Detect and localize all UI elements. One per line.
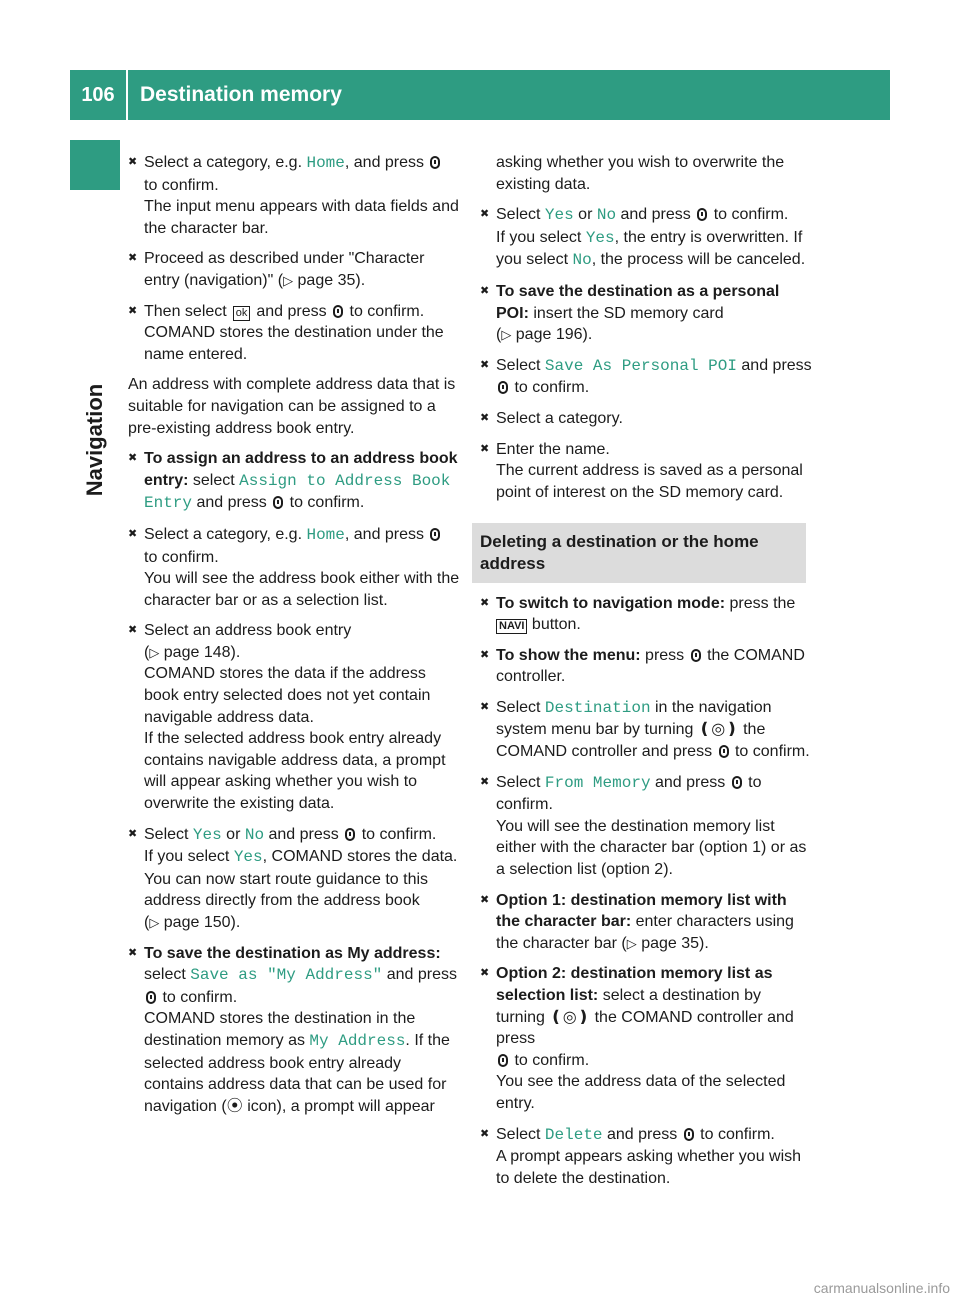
section-heading: Deleting a destination or the home address	[472, 523, 806, 582]
press-controller-icon	[498, 381, 508, 394]
list-item: ✖ Select From Memory and press to confirm. You will see the destination memory list either with the character bar (option 1) or as a selection list (option 2).	[480, 772, 814, 881]
right-column	[480, 152, 814, 1198]
paragraph: An address with complete address data that is suitable for navigation can be assigned to a pre-existing address book entry.	[128, 376, 456, 437]
left-column	[128, 152, 462, 1126]
list-item: ✖ Select a category, e.g. Home, and press to confirm. The input menu appears with data fields and the character bar.	[128, 152, 462, 239]
list-item: ✖ Select Save As Personal POI and press to confirm.	[480, 355, 814, 399]
watermark: carmanualsonline.info	[813, 1280, 950, 1296]
navigable-icon: ⦿	[226, 1097, 243, 1115]
list-item: ✖ Select Yes or No and press to confirm. If you select Yes, COMAND stores the data. You can now start route guidance to this address directly from the address book (▷ page 150).	[128, 824, 462, 934]
press-controller-icon	[273, 496, 283, 509]
list-item: ✖ Select Delete and press to confirm. A prompt appears asking whether you wish to delete the destination.	[480, 1124, 814, 1190]
list-item: ✖ Proceed as described under "Character entry (navigation)" (▷ page 35).	[128, 248, 462, 291]
list-item: ✖ To save the destination as a personal POI: insert the SD memory card (▷ page 196).	[480, 281, 814, 346]
page-number: 106	[81, 83, 115, 106]
press-controller-icon	[146, 991, 156, 1004]
page-ref-icon: ▷	[149, 644, 160, 660]
list-item: ✖ Select a category.	[480, 408, 814, 430]
page-title: Destination memory	[140, 83, 342, 106]
side-tab-label: Navigation	[82, 383, 107, 497]
list-item: ✖ Select a category, e.g. Home, and press to confirm. You will see the address book either with the character bar or as a selection list.	[128, 524, 462, 611]
list-item: ✖ Select Destination in the navigation system menu bar by turning ❪◎❫ the COMAND controller and press to confirm.	[480, 697, 814, 763]
list-item: ✖ Option 1: destination memory list with the character bar: enter characters using the character bar (▷ page 35).	[480, 890, 814, 955]
page-ref-icon: ▷	[283, 272, 294, 288]
press-controller-icon	[333, 305, 343, 318]
press-controller-icon	[498, 1054, 508, 1067]
list-item: ✖ Select Yes or No and press to confirm. If you select Yes, the entry is overwritten. If you select No, the process will be canceled.	[480, 204, 814, 272]
turn-controller-icon: ❪◎❫	[549, 1008, 591, 1026]
press-controller-icon	[430, 156, 440, 169]
press-controller-icon	[345, 828, 355, 841]
paragraph: asking whether you wish to overwrite the existing data.	[496, 154, 785, 193]
list-item: ✖ To save the destination as My address: select Save as "My Address" and press to confirm. COMAND stores the destination in the destination memory as My Address. If the selected address book entry already contains address data that can be used for navigation (⦿ icon), a prompt will appear	[128, 943, 462, 1118]
list-item: ✖ To switch to navigation mode: press the NAVI button.	[480, 593, 814, 636]
list-item: ✖ Then select ok and press to confirm. COMAND stores the destination under the name entered.	[128, 301, 462, 366]
press-controller-icon	[719, 745, 729, 758]
press-controller-icon	[430, 528, 440, 541]
list-item: ✖ Select an address book entry (▷ page 148). COMAND stores the data if the address book entry selected does not yet contain navigable address data. If the selected address book entry already contains navigable address data, a prompt will appear asking whether you wish to overwrite the existing data.	[128, 620, 462, 814]
ok-key-icon: ok	[233, 306, 251, 321]
list-item: ✖ Enter the name. The current address is saved as a personal point of interest on the SD memory card.	[480, 439, 814, 504]
turn-controller-icon: ❪◎❫	[697, 721, 739, 739]
list-item: ✖ To assign an address to an address book entry: select Assign to Address Book Entry and press to confirm.	[128, 448, 462, 515]
page-header	[70, 70, 890, 120]
press-controller-icon	[691, 649, 701, 662]
press-controller-icon	[684, 1128, 694, 1141]
side-tab-marker	[70, 140, 120, 190]
navi-key-icon: NAVI	[496, 619, 527, 634]
page-ref-icon: ▷	[149, 915, 160, 930]
press-controller-icon	[697, 208, 707, 221]
press-controller-icon	[732, 776, 742, 789]
list-item: ✖ Option 2: destination memory list as selection list: select a destination by turning ❪◎❫ the COMAND controller and press to confirm. You see the address data of the selected entry.	[480, 963, 814, 1114]
list-item: ✖ To show the menu: press the COMAND controller.	[480, 645, 814, 688]
page-ref-icon: ▷	[501, 327, 512, 343]
page-ref-icon: ▷	[626, 935, 637, 951]
